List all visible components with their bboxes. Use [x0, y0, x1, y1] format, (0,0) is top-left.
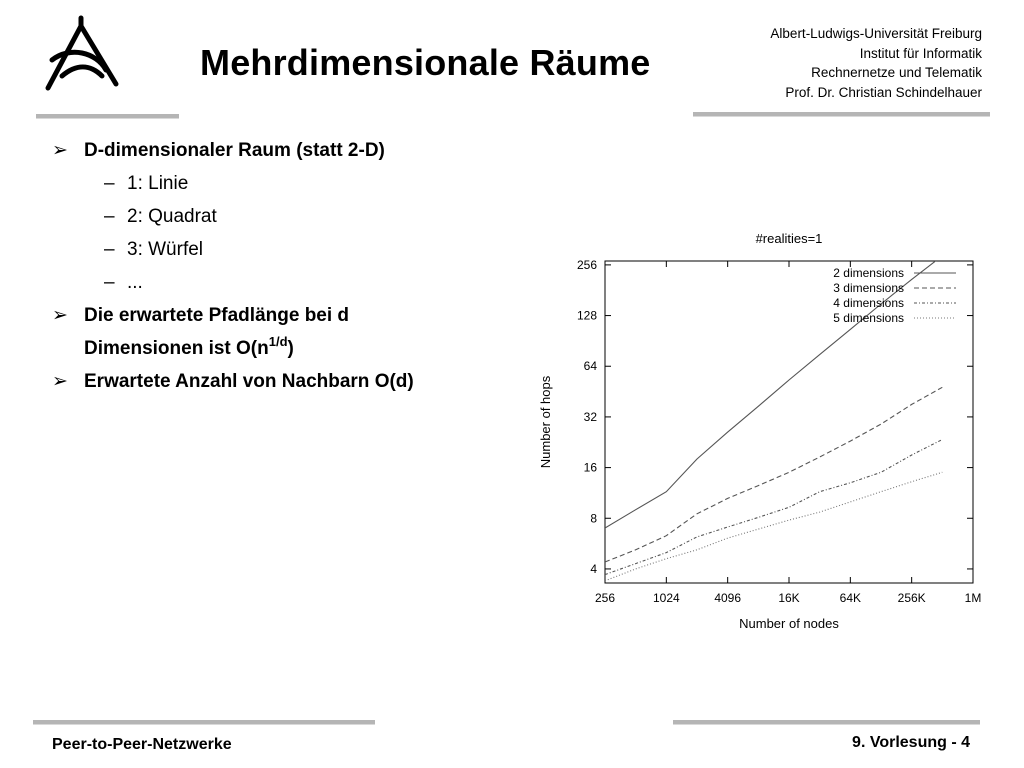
legend-label: 5 dimensions	[833, 311, 904, 325]
x-tick-label: 1024	[652, 591, 680, 605]
bullet-item	[52, 303, 414, 362]
course-name: Peer-to-Peer-Netzwerke	[52, 736, 232, 753]
x-tick-label: 16K	[778, 591, 800, 605]
bullet-superscript: 1/d	[268, 334, 288, 349]
sub-bullet-text: 2: Quadrat	[127, 206, 217, 227]
y-tick-label: 64	[583, 359, 597, 374]
bullet-text-end: )	[287, 338, 294, 359]
header-rule-left	[36, 114, 179, 119]
legend-label: 2 dimensions	[833, 266, 904, 280]
university-logo-icon	[40, 14, 124, 94]
x-tick-label: 64K	[839, 591, 862, 605]
x-axis-label: Number of nodes	[739, 616, 839, 631]
series-line	[605, 472, 942, 581]
y-tick-label: 128	[576, 308, 597, 323]
bullet-list	[52, 138, 414, 402]
y-axis-label: Number of hops	[538, 375, 553, 469]
bullet-level1	[52, 138, 414, 164]
sub-bullet	[52, 171, 414, 197]
dash-bullet: –	[104, 272, 115, 293]
dash-bullet: –	[104, 206, 115, 227]
institution-line: Institut für Informatik	[859, 45, 982, 61]
plot-frame	[605, 261, 973, 583]
x-tick-label: 256K	[897, 591, 926, 605]
lecture-page: 9. Vorlesung - 4	[852, 734, 970, 751]
header-rule-right	[693, 112, 990, 117]
sub-bullet	[52, 204, 414, 230]
chart-title: #realities=1	[755, 231, 823, 246]
bullet-item	[52, 369, 414, 395]
slide-title: Mehrdimensionale Räume	[200, 42, 651, 83]
footer-rule-right	[673, 720, 980, 725]
footer-rule-left	[33, 720, 375, 725]
y-tick-label: 32	[583, 409, 597, 424]
arrow-bullet-icon: ➢	[52, 140, 68, 161]
legend-label: 3 dimensions	[833, 281, 904, 295]
institution-line: Prof. Dr. Christian Schindelhauer	[785, 84, 982, 100]
x-tick-label: 4096	[714, 591, 742, 605]
sub-bullet-text: 1: Linie	[127, 173, 189, 194]
x-tick-label: 256	[594, 591, 616, 605]
bullet-text: D-dimensionaler Raum (statt 2-D)	[84, 140, 385, 161]
bullet-item	[52, 138, 414, 296]
legend-label: 4 dimensions	[833, 296, 904, 310]
x-tick-label: 1M	[964, 591, 982, 605]
dash-bullet: –	[104, 173, 115, 194]
chart-canvas	[528, 226, 990, 636]
hops-chart	[528, 226, 990, 636]
y-tick-label: 4	[590, 561, 597, 576]
arrow-bullet-icon: ➢	[52, 371, 68, 392]
bullet-text: Die erwartete Pfadlänge bei d Dimensionen ist O(n	[84, 305, 350, 359]
bullet-level1	[52, 303, 414, 362]
institution-line: Rechnernetze und Telematik	[811, 65, 982, 80]
bullet-text: Erwartete Anzahl von Nachbarn O(d)	[84, 371, 414, 392]
series-line	[605, 387, 942, 562]
y-tick-label: 256	[576, 257, 597, 272]
dash-bullet: –	[104, 239, 115, 260]
institution-block	[770, 24, 982, 102]
arrow-bullet-icon: ➢	[52, 305, 68, 326]
series-line	[605, 440, 942, 575]
sub-bullet	[52, 270, 414, 296]
y-tick-label: 16	[583, 460, 597, 475]
bullet-level1	[52, 369, 414, 395]
sub-bullet-text: ...	[127, 272, 143, 293]
y-tick-label: 8	[590, 511, 597, 526]
sub-bullet	[52, 237, 414, 263]
institution-line: Albert-Ludwigs-Universität Freiburg	[770, 26, 982, 41]
sub-bullet-text: 3: Würfel	[127, 239, 204, 260]
